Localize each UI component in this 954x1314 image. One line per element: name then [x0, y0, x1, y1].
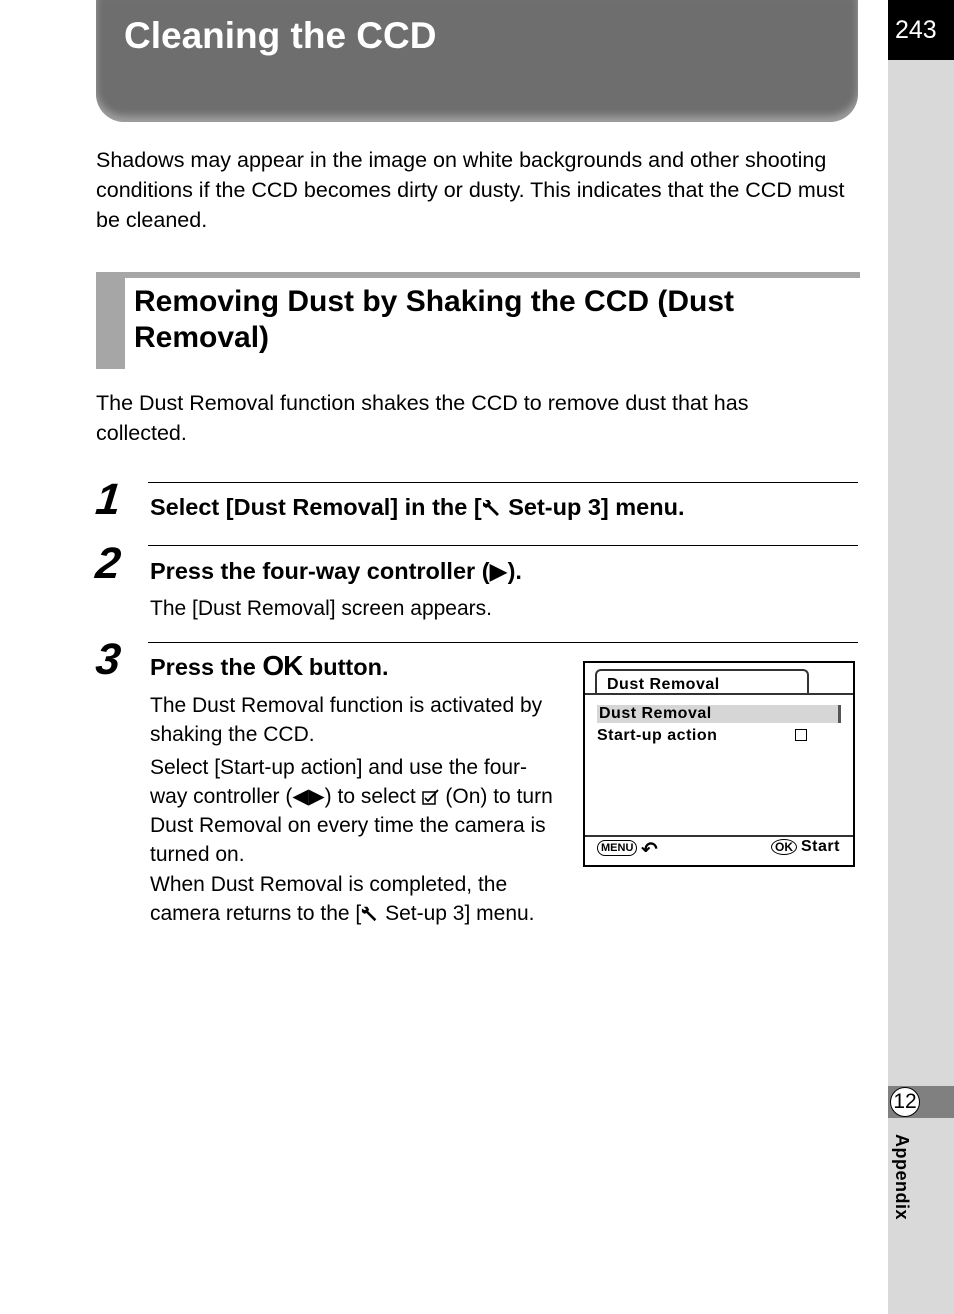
checkbox-checked-icon: [422, 789, 440, 805]
menu-button-icon: MENU: [597, 840, 637, 856]
wrench-icon: [482, 497, 502, 517]
screen-bottom-divider: [585, 835, 853, 837]
screen-tab-divider: [585, 693, 853, 695]
step-1-number: 1: [93, 475, 124, 524]
step-1-title: [150, 492, 684, 522]
step-3-para-2-end: (On) to turn Dust Removal on every time the camera is turned on.: [150, 785, 553, 866]
step-3-rule: [148, 642, 858, 643]
step-3-para-3-end: Set-up 3] menu.: [379, 902, 535, 925]
step-3-title: [150, 651, 388, 682]
back-arrow-icon: ↶: [641, 839, 658, 861]
step-1-title-start: Select [Dust Removal] in the [: [150, 494, 482, 520]
step-3-number: 3: [93, 635, 124, 684]
step-1-title-end: Set-up 3] menu.: [501, 494, 685, 520]
menu-item-dust-removal[interactable]: Dust Removal: [597, 705, 841, 723]
page-number: 243: [888, 0, 954, 60]
step-2-title: Press the four-way controller (▶).: [150, 558, 522, 584]
section-intro: The Dust Removal function shakes the CCD to remove dust that has collected.: [96, 391, 749, 445]
step-3-para-2-start: Select [Start-up action] and use the four-way controller (◀▶) to select: [150, 756, 528, 808]
screen-tab: Dust Removal: [595, 669, 809, 695]
menu-item-startup-action[interactable]: Start-up action: [597, 727, 718, 744]
intro-paragraph: Shadows may appear in the image on white backgrounds and other shooting conditions if the CCD becomes dirty or dusty. This indicates that the CCD must be cleaned.: [96, 148, 845, 232]
step-3-para-3-start: When Dust Removal is completed, the camera returns to the [: [150, 873, 508, 925]
section-title: Removing Dust by Shaking the CCD (Dust Removal): [134, 285, 735, 354]
page-title: Cleaning the CCD: [124, 15, 437, 56]
ok-button-glyph: OK: [262, 650, 303, 681]
step-3-title-end: button.: [302, 654, 389, 680]
ok-button-icon: OK: [771, 839, 797, 855]
step-2-body: The [Dust Removal] screen appears.: [150, 597, 492, 620]
startup-action-checkbox[interactable]: [795, 729, 807, 741]
step-3-para-3: [150, 870, 570, 928]
chapter-label: Appendix: [892, 1134, 912, 1221]
chapter-number: 12: [890, 1087, 920, 1117]
step-3-para-1: The Dust Removal function is activated by shaking the CCD.: [150, 694, 543, 746]
heading-top-bar: [96, 272, 860, 278]
heading-side-block: [96, 272, 125, 369]
start-label: Start: [801, 838, 840, 855]
section-heading: [96, 272, 860, 369]
wrench-icon: [361, 904, 379, 922]
step-3-title-start: Press the: [150, 654, 263, 680]
step-1-rule: [148, 482, 858, 483]
step-3-para-2: [150, 753, 560, 869]
step-2-number: 2: [93, 539, 124, 588]
dust-removal-screen: [583, 661, 855, 867]
step-2-rule: [148, 545, 858, 546]
